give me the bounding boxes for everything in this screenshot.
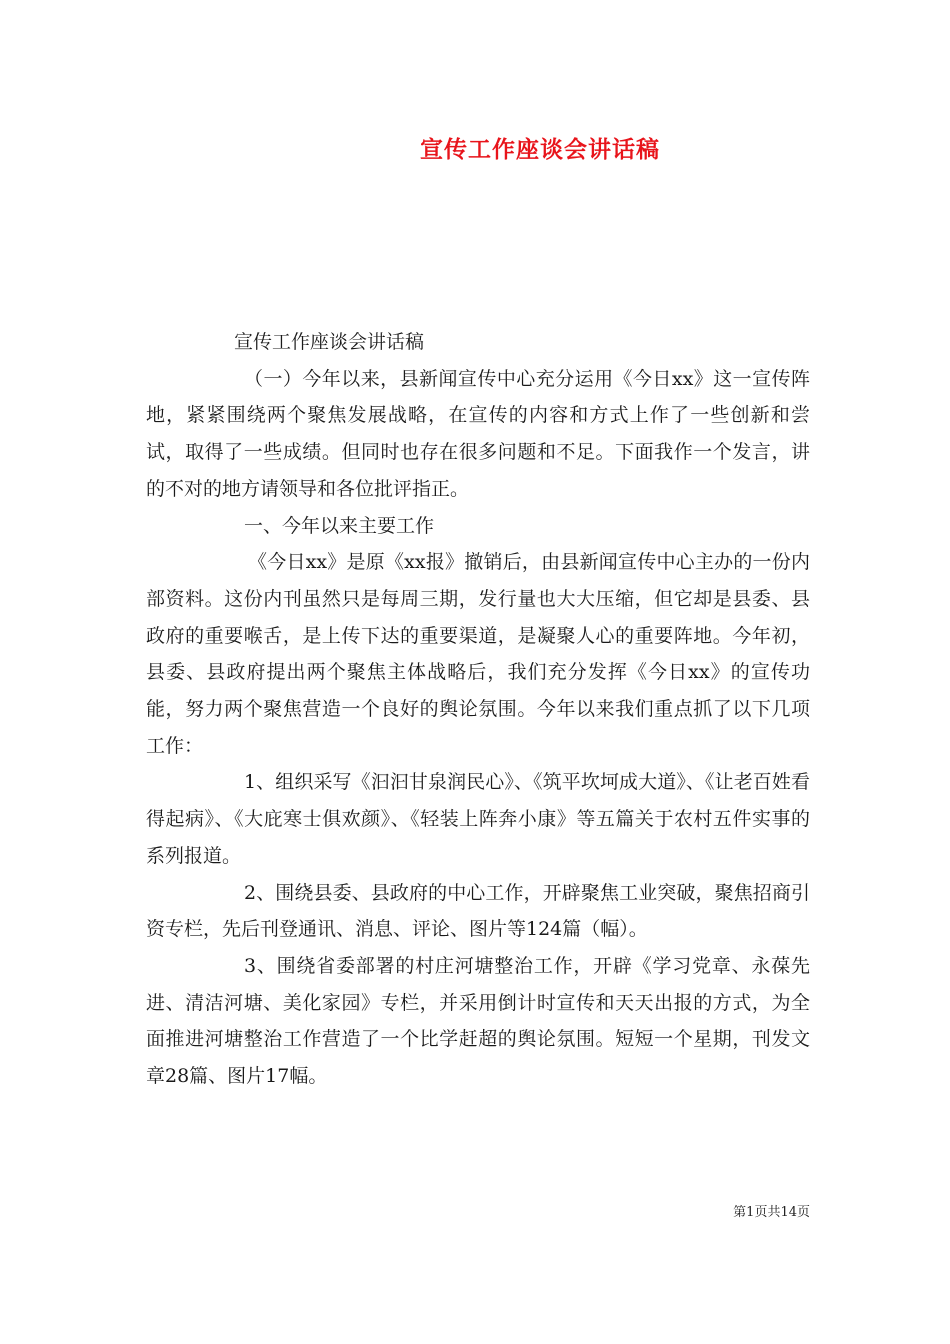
document-subtitle: 宣传工作座谈会讲话稿 [234,331,425,353]
document-body [146,324,810,1095]
list-item-2: 2、围绕县委、县政府的中心工作，开辟聚焦工业突破，聚焦招商引资专栏，先后刊登通讯、消息、评论、图片等124篇（幅）。 [146,881,810,941]
page-number-footer: 第1页共14页 [733,1205,810,1220]
list-item-3: 3、围绕省委部署的村庄河塘整治工作，开辟《学习党章、永葆先进、清洁河塘、美化家园》专栏，并采用倒计时宣传和天天出报的方式，为全面推进河塘整治工作营造了一个比学赶超的舆论氛围。短短一个星期，刊发文章28篇、图片17幅。 [146,954,810,1088]
list-item-1: 1、组织采写《汩汩甘泉润民心》、《筑平坎坷成大道》、《让老百姓看得起病》、《大庇寒士俱欢颜》、《轻装上阵奔小康》等五篇关于农村五件实事的系列报道。 [146,771,810,867]
paragraph-intro: （一）今年以来，县新闻宣传中心充分运用《今日xx》这一宣传阵地，紧紧围绕两个聚焦发展战略，在宣传的内容和方式上作了一些创新和尝试，取得了一些成绩。但同时也存在很多问题和不足。下面我作一个发言，讲的不对的地方请领导和各位批评指正。 [146,367,810,500]
document-title: 宣传工作座谈会讲话稿 [420,136,660,163]
paragraph-body: 《今日xx》是原《xx报》撤销后，由县新闻宣传中心主办的一份内部资料。这份内刊虽然只是每周三期，发行量也大大压缩，但它却是县委、县政府的重要喉舌，是上传下达的重要渠道，是凝聚人心的重要阵地。今年初，县委、县政府提出两个聚焦主体战略后，我们充分发挥《今日xx》的宣传功能，努力两个聚焦营造一个良好的舆论氛围。今年以来我们重点抓了以下几项工作： [146,551,810,757]
section-heading: 一、今年以来主要工作 [244,514,435,537]
